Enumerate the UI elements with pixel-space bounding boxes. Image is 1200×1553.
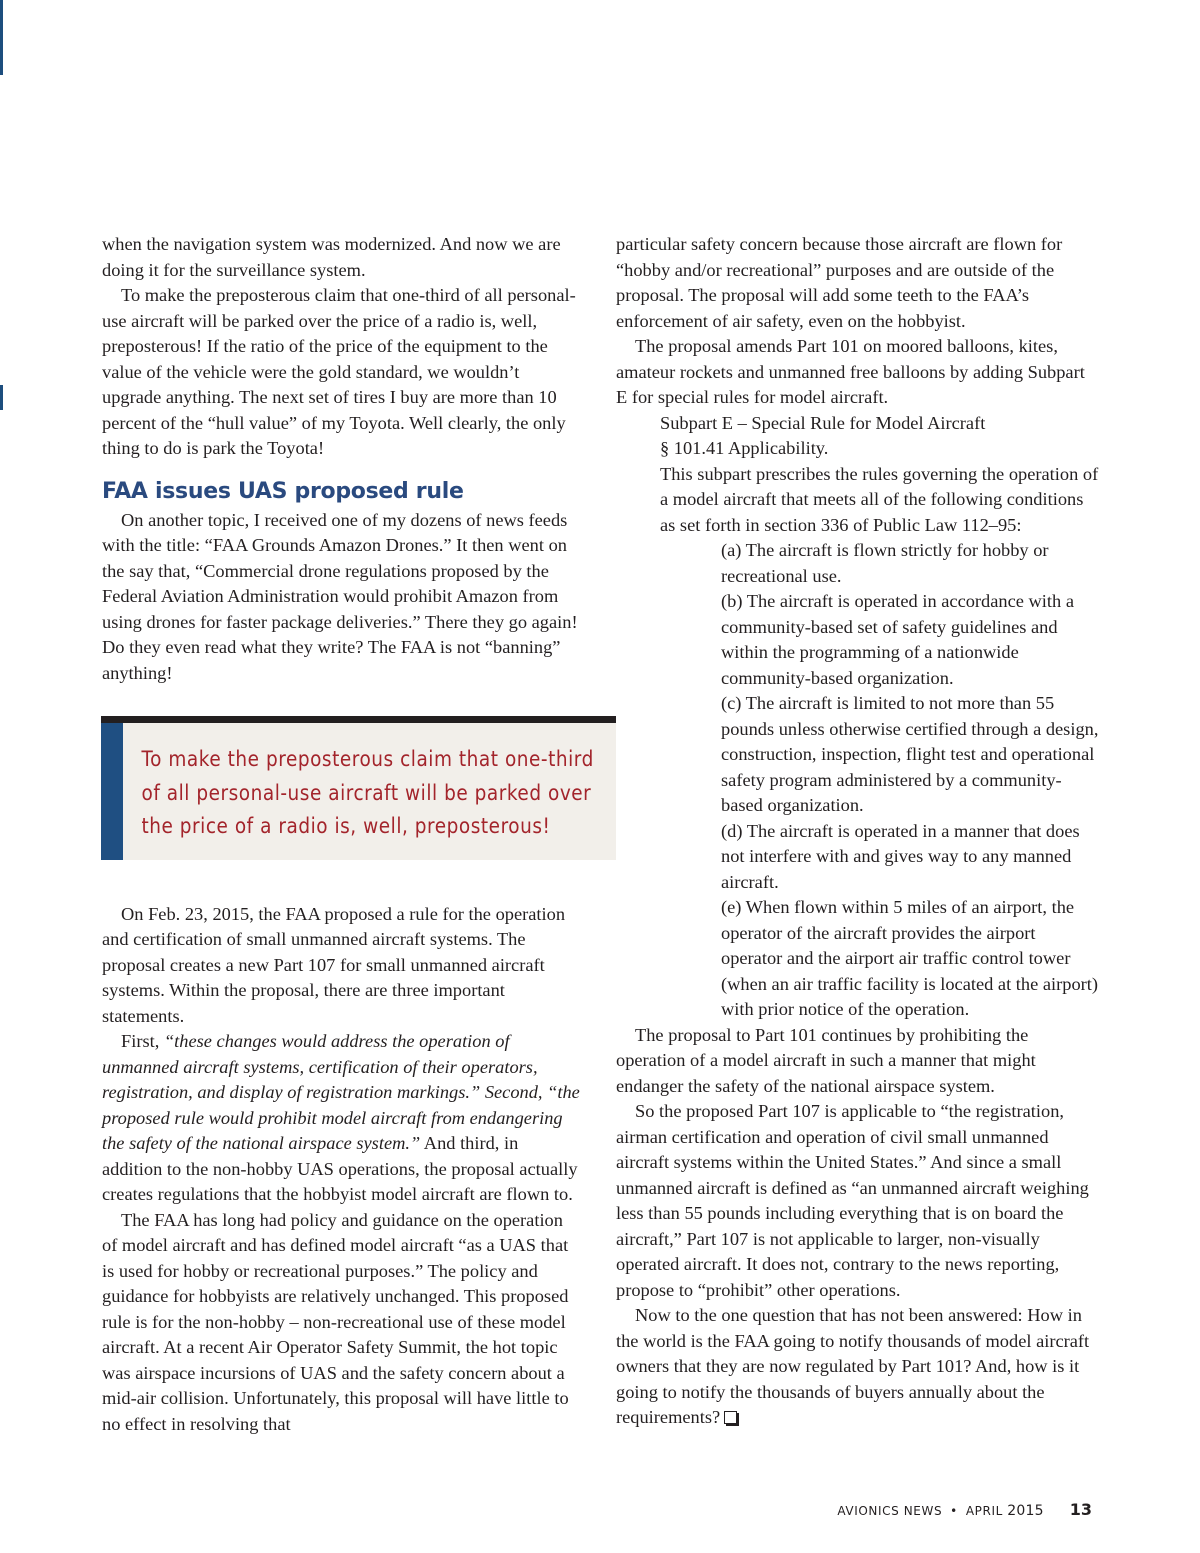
regulation-item-d: (d) The aircraft is operated in a manner that does not interfere with and gives way to any manned aircraft. bbox=[721, 820, 1080, 892]
left-paragraph-1: when the navigation system was modernized. And now we are doing it for the surveillance system. bbox=[102, 234, 561, 280]
left-paragraph-2: To make the preposterous claim that one-third of all personal-use aircraft will be parked over the price of a radio is, well, preposterous! If the ratio of the price of the equipment to the value of the vehicle were the gold standard, we wouldn’t upgrade anything. The next set of tires I buy are more than 10 percent of the “hull value” of my Toyota. Well clearly, the only thing to do is park the Toyota! bbox=[102, 285, 576, 458]
left-paragraph-5-tail: And third, in addition to the non-hobby UAS operations, the proposal actually creates regulations that the hobbyist model aircraft are flown to. bbox=[102, 1133, 578, 1204]
footer-publication: AVIONICS NEWS bbox=[837, 1504, 943, 1518]
regulation-item-e: (e) When flown within 5 miles of an airport, the operator of the aircraft provides the airport operator and the airport air traffic control tower (when an air traffic facility is located at the airport) with prior notice of the operation. bbox=[721, 897, 1099, 1019]
left-paragraph-5 bbox=[102, 1029, 580, 1208]
pull-quote bbox=[101, 716, 616, 860]
regulation-item-c: (c) The aircraft is limited to not more than 55 pounds unless otherwise certified through a design, construction, inspection, flight test and operational safety program administered by a community-based organization. bbox=[721, 693, 1099, 815]
footer-month: APRIL bbox=[965, 1504, 1003, 1518]
left-paragraph-6: The FAA has long had policy and guidance on the operation of model aircraft and has defined model aircraft “as a UAS that is used for hobby or recreational purposes.” The policy and guidance for hobbyists are relatively unchanged. This proposed rule is for the non-hobby – non-recreational use of these model aircraft. At a recent Air Operator Safety Summit, the hot topic was airspace incursions of UAS and the safety concern about a mid-air collision. Unfortunately, this proposal will have little to no effect in resolving that bbox=[102, 1209, 569, 1434]
left-paragraph-4: On Feb. 23, 2015, the FAA proposed a rule for the operation and certification of small unmanned aircraft systems. The proposal creates a new Part 107 for small unmanned aircraft systems. Within the proposal, there are three important statements. bbox=[102, 903, 566, 1026]
footer-separator: • bbox=[950, 1504, 958, 1518]
end-mark-icon bbox=[724, 1411, 737, 1424]
left-paragraph-5-quotes: “these changes would address the operation of unmanned aircraft systems, certification of their operators, registration, and display of registration markings.” Second, “the proposed rule would prohibit model aircraft from endangering the safety of the national airspace system.” bbox=[102, 1031, 580, 1153]
regulation-title: Subpart E – Special Rule for Model Aircraft bbox=[660, 412, 986, 433]
left-column bbox=[102, 232, 594, 1437]
right-paragraph-5 bbox=[616, 1303, 1100, 1431]
section-heading: FAA issues UAS proposed rule bbox=[102, 478, 464, 504]
left-paragraph-3: On another topic, I received one of my dozens of news feeds with the title: “FAA Grounds Amazon Drones.” It then went on the say that, “Commercial drone regulations proposed by the Federal Aviation Administration would prohibit Amazon from using drones for faster package deliveries.” There they go again! Do they even read what they write? The FAA is not “banning” anything! bbox=[102, 509, 578, 683]
regulation-item-b: (b) The aircraft is operated in accordance with a community-based set of safety guidelines and within the programming of a nationwide community-based organization. bbox=[721, 591, 1074, 688]
right-paragraph-4: So the proposed Part 107 is applicable to “the registration, airman certification and operation of civil small unmanned aircraft systems within the United States.” And since a small unmanned aircraft is defined as “an unmanned aircraft weighing less than 55 pounds including everything that is on board the aircraft,” Part 107 is not applicable to larger, non-visually operated aircraft. It does not, contrary to the news reporting, propose to “prohibit” other operations. bbox=[616, 1101, 1089, 1300]
edge-marker-middle bbox=[0, 385, 3, 410]
edge-marker-top bbox=[0, 0, 3, 75]
right-paragraph-1: particular safety concern because those aircraft are flown for “hobby and/or recreational” purposes and are outside of the proposal. The proposal will add some teeth to the FAA’s enforcement of air safety, even on the hobbyist. bbox=[616, 234, 1063, 331]
right-column bbox=[616, 232, 1100, 1431]
right-paragraph-3: The proposal to Part 101 continues by prohibiting the operation of a model aircraft in such a manner that might endanger the safety of the national airspace system. bbox=[616, 1024, 1036, 1096]
left-paragraph-5-lead: First, bbox=[121, 1031, 164, 1051]
footer-year: 2015 bbox=[1007, 1503, 1044, 1519]
pull-quote-text: To make the preposterous claim that one-third of all personal-use aircraft will be parked over the price of a radio is, well, preposterous! bbox=[141, 747, 594, 838]
page-footer bbox=[837, 1500, 1092, 1519]
regulation-body: This subpart prescribes the rules governing the operation of a model aircraft that meets all of the following conditions as set forth in section 336 of Public Law 112–95: bbox=[660, 463, 1099, 535]
regulation-section: § 101.41 Applicability. bbox=[660, 438, 829, 458]
right-paragraph-2: The proposal amends Part 101 on moored balloons, kites, amateur rockets and unmanned free balloons by adding Subpart E for special rules for model aircraft. bbox=[616, 336, 1085, 407]
page-number: 13 bbox=[1069, 1500, 1092, 1519]
regulation-item-a: (a) The aircraft is flown strictly for hobby or recreational use. bbox=[721, 540, 1049, 586]
right-paragraph-5-text: Now to the one question that has not been answered: How in the world is the FAA going to notify thousands of model aircraft owners that they are now regulated by Part 101? And, how is it going to notify the thousands of buyers annually about the requirements? bbox=[616, 1305, 1090, 1427]
